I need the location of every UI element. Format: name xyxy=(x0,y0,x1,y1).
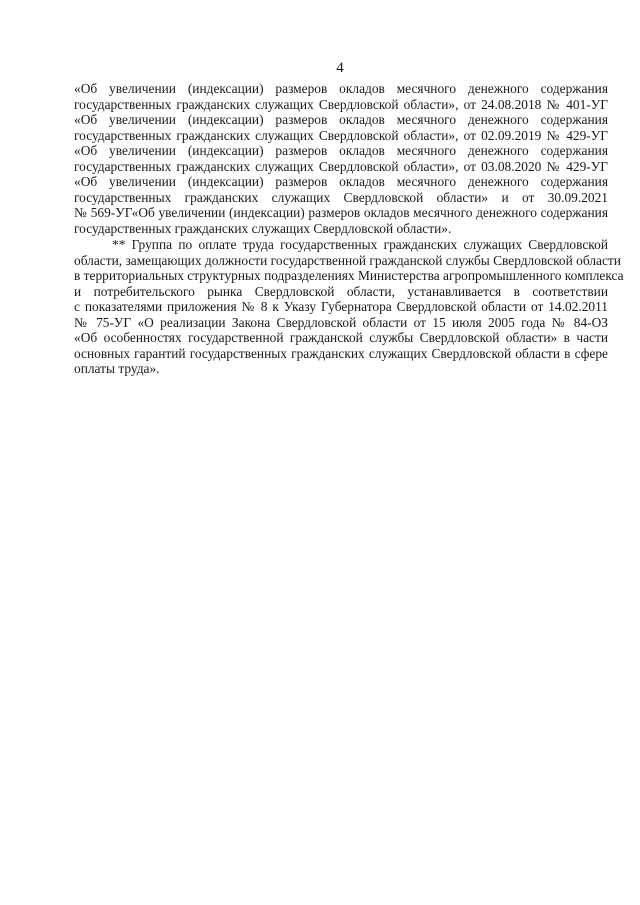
text-line: области, замещающих должности государственной гражданской службы Свердловской области xyxy=(74,252,621,268)
text-line: № 569-УГ«Об увеличении (индексации) размеров окладов месячного денежного содержания xyxy=(74,205,608,220)
text-line: и потребительского рынка Свердловской области, устанавливается в соответствии xyxy=(74,283,608,299)
page-number: 4 xyxy=(336,60,344,76)
text-line: ** Группа по оплате труда государственных гражданских служащих Свердловской xyxy=(112,237,608,252)
text-line: «Об увеличении (индексации) размеров окладов месячного денежного содержания xyxy=(74,81,608,96)
text-line: в территориальных структурных подразделениях Министерства агропромышленного комплекса xyxy=(74,268,624,283)
paragraph-decrees-list xyxy=(74,81,608,236)
text-line: № 75-УГ «О реализации Закона Свердловской области от 15 июля 2005 года № 84-ОЗ xyxy=(74,314,608,330)
text-line: основных гарантий государственных гражданских служащих Свердловской области в сфере xyxy=(74,345,608,361)
text-line: оплаты труда». xyxy=(74,361,160,376)
text-line: государственных гражданских служащих Свердловской области», от 03.08.2020 № 429-УГ xyxy=(74,158,608,174)
paragraph-footnote-group xyxy=(74,237,624,377)
text-line: «Об увеличении (индексации) размеров окладов месячного денежного содержания xyxy=(74,174,608,189)
text-line: «Об особенностях государственной гражданской службы Свердловской области» в части xyxy=(74,330,608,345)
text-line: «Об увеличении (индексации) размеров окладов месячного денежного содержания xyxy=(74,143,608,158)
text-line: государственных гражданских служащих Свердловской области», от 24.08.2018 № 401-УГ xyxy=(74,96,608,112)
text-line: государственных гражданских служащих Свердловской области», от 02.09.2019 № 429-УГ xyxy=(74,127,608,143)
text-line: «Об увеличении (индексации) размеров окладов месячного денежного содержания xyxy=(74,112,608,127)
text-line: государственных гражданских служащих Свердловской области» и от 30.09.2021 xyxy=(74,189,608,205)
text-line: государственных гражданских служащих Свердловской области». xyxy=(74,220,452,236)
text-line: с показателями приложения № 8 к Указу Губернатора Свердловской области от 14.02.2011 xyxy=(74,299,608,314)
